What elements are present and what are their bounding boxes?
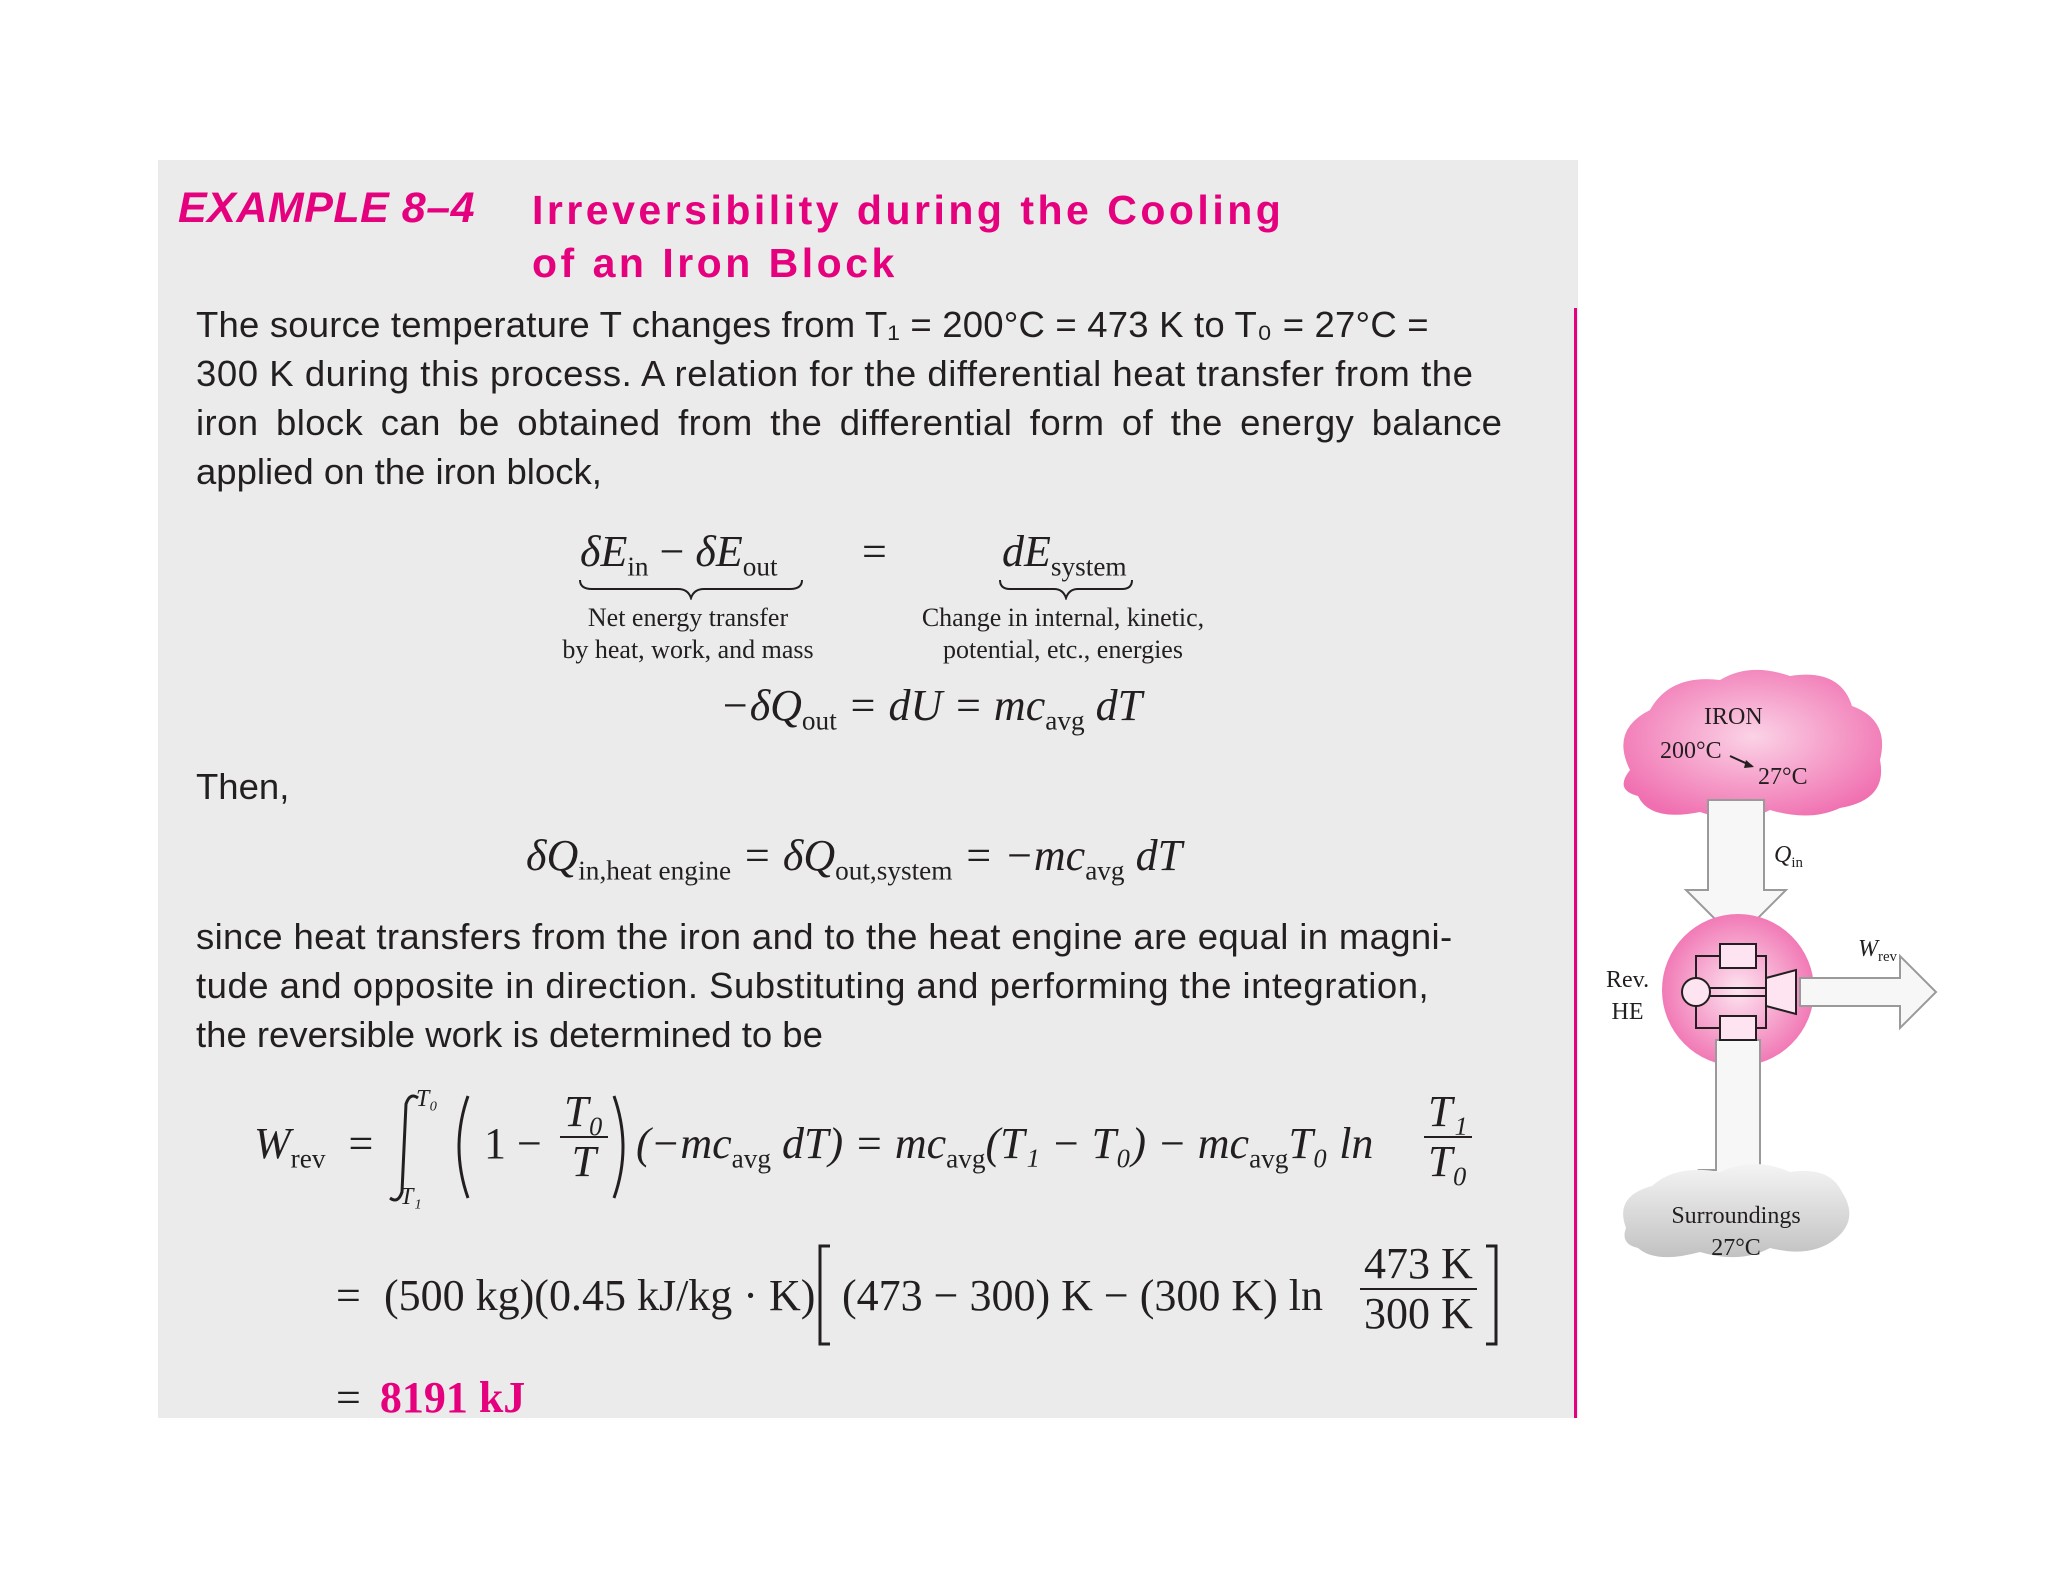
neg-mc-sub: avg <box>1085 855 1125 886</box>
minus-sign: − <box>659 527 685 576</box>
integral-upper-limit: T₀ <box>416 1086 438 1112</box>
rhs-ln: T₀ ln <box>1288 1119 1374 1168</box>
equation-numeric-prefix: (500 kg)(0.45 kJ/kg · K) <box>384 1271 816 1320</box>
q-out-avg-sub: avg <box>1045 705 1085 736</box>
paren-term: (−mc <box>636 1119 732 1168</box>
paragraph-intro-line4: applied on the iron block, <box>196 451 602 492</box>
q-in-symbol: Q <box>1774 842 1792 868</box>
he-label: HE <box>1611 999 1644 1025</box>
rev-he-label <box>1606 964 1649 1028</box>
q-in-he-sub: in,heat engine <box>578 855 732 886</box>
temp-arrow-icon <box>1728 752 1758 772</box>
paragraph-integration-line2: tude and opposite in direction. Substituting and performing the integration, <box>196 965 1430 1006</box>
q-out-sub: out <box>801 705 837 736</box>
paren-tail: dT) <box>771 1119 844 1168</box>
w-rev-arrow <box>1800 956 1936 1028</box>
integral-lower-limit: T₁ <box>400 1184 422 1210</box>
energy-balance-lhs <box>580 526 778 583</box>
ln-frac-num: T₁ <box>1424 1088 1472 1138</box>
rev-label: Rev. <box>1606 967 1650 993</box>
rhs-mc-sub2: avg <box>1249 1143 1289 1174</box>
example-label: EXAMPLE 8–4 <box>178 184 476 232</box>
caption-change-energy <box>908 602 1218 666</box>
paragraph-integration-line1: since heat transfers from the iron and to the heat engine are equal in magni- <box>196 916 1453 957</box>
magenta-margin-rule <box>1574 308 1577 1418</box>
num-473: 473 K <box>1360 1240 1477 1290</box>
frac-473-over-300 <box>1360 1240 1477 1339</box>
dt-term: dT <box>1124 831 1183 880</box>
equation-wrev-rhs <box>636 1118 1373 1175</box>
caption-change-energy-line2: potential, etc., energies <box>943 635 1183 664</box>
sub-out: out <box>742 551 778 582</box>
equation-numeric-body: (473 − 300) K − (300 K) ln <box>842 1271 1324 1320</box>
sub-in: in <box>627 551 649 582</box>
surroundings-label <box>1666 1200 1806 1264</box>
right-paren <box>610 1092 634 1202</box>
rhs-tail: (T₁ − T₀) − mc <box>985 1119 1250 1168</box>
underbrace-left <box>578 578 804 600</box>
surroundings-name: Surroundings <box>1671 1203 1801 1229</box>
w-rev-symbol: W <box>1858 936 1878 962</box>
ln-frac-den: T₀ <box>1428 1137 1468 1187</box>
example-title-line1: Irreversibility during the Cooling <box>532 187 1285 233</box>
result-equals: = <box>336 1373 361 1422</box>
left-bracket <box>814 1242 836 1348</box>
w-equals: = <box>348 1119 374 1168</box>
d-e-system: dE <box>1002 527 1051 576</box>
w-rev-label <box>1858 936 1897 966</box>
w-rev-sub-label: rev <box>1878 949 1897 966</box>
equation-q-out <box>720 680 1142 737</box>
paragraph-integration <box>196 912 1556 1059</box>
q-out-tail: dT <box>1084 681 1143 730</box>
panel-notch <box>1578 160 2048 308</box>
left-paren <box>448 1092 472 1202</box>
q-out-sys: = δQ <box>731 831 836 880</box>
delta-e-in: δE <box>580 527 628 576</box>
paragraph-intro-line3: iron block can be obtained from the differential form of the energy balance <box>196 402 1503 443</box>
then-label: Then, <box>196 766 290 807</box>
delta-e-out: δE <box>695 527 743 576</box>
caption-net-energy-line1: Net energy transfer <box>587 603 789 632</box>
q-out-sys-sub: out,system <box>835 855 953 886</box>
surroundings-temp: 27°C <box>1711 1235 1761 1261</box>
caption-net-energy <box>548 602 828 666</box>
equation-heat-engine <box>526 830 1182 887</box>
frac-num: T₀ <box>560 1088 608 1138</box>
frac-t1-over-t0 <box>1424 1088 1472 1187</box>
paragraph-intro-line2: 300 K during this process. A relation for the differential heat transfer from the <box>196 353 1474 394</box>
one-minus: 1 − <box>484 1119 542 1168</box>
paren-sub: avg <box>731 1143 772 1174</box>
frac-t0-over-t <box>560 1088 608 1187</box>
frac-den: T <box>571 1137 597 1187</box>
right-bracket <box>1480 1242 1502 1348</box>
caption-change-energy-line1: Change in internal, kinetic, <box>921 603 1205 632</box>
den-300: 300 K <box>1364 1289 1473 1339</box>
iron-label: IRON <box>1704 704 1763 730</box>
rhs-mc-sub: avg <box>946 1143 986 1174</box>
q-out-rest: = dU = mc <box>836 681 1046 730</box>
paragraph-integration-line3: the reversible work is determined to be <box>196 1014 823 1055</box>
neg-mc: = −mc <box>952 831 1086 880</box>
q-in-sub: in <box>1791 855 1803 872</box>
result-value: 8191 kJ <box>379 1373 526 1422</box>
caption-net-energy-line2: by heat, work, and mass <box>562 635 814 664</box>
equation-numeric-equals: = <box>336 1271 361 1320</box>
iron-temp-end: 27°C <box>1758 764 1808 790</box>
q-in-he: δQ <box>526 831 579 880</box>
energy-balance-rhs <box>1002 526 1127 583</box>
energy-balance-equals: = <box>862 527 887 576</box>
paragraph-intro-line1: The source temperature T changes from T₁ = 200°C = 473 K to T₀ = 27°C = <box>196 304 1429 345</box>
equation-result <box>336 1372 525 1423</box>
iron-temp-start: 200°C <box>1660 738 1722 764</box>
w-rev-sub: rev <box>290 1143 326 1174</box>
equation-wrev-lhs <box>254 1118 373 1175</box>
sub-system: system <box>1050 551 1127 582</box>
example-title-line2: of an Iron Block <box>532 240 898 286</box>
rhs-mc: = mc <box>843 1119 947 1168</box>
paragraph-intro <box>196 300 1556 496</box>
example-title <box>532 184 1284 290</box>
q-in-label <box>1774 842 1803 872</box>
w-symbol: W <box>254 1119 291 1168</box>
underbrace-right <box>998 578 1134 600</box>
q-out-symbol: −δQ <box>720 681 802 730</box>
